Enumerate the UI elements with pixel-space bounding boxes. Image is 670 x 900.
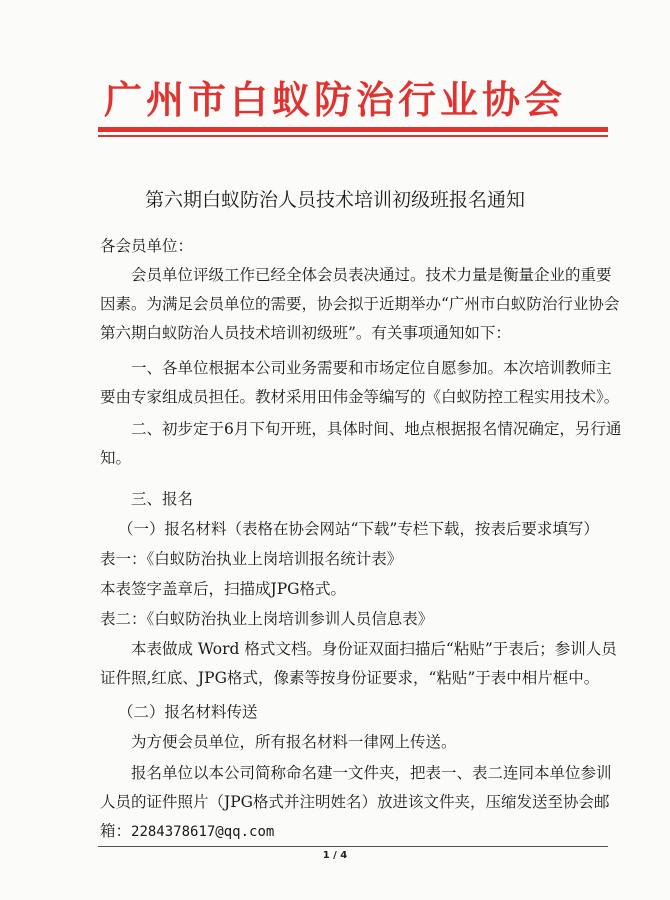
- paragraph-item-1: 一、各单位根据本公司业务需要和市场定位自愿参加。本次培训教师主要由专家组成员担任。教材采用田伟金等编写的《白蚁防控工程实用技术》。: [100, 359, 620, 406]
- paragraph-item-2: 二、初步定于6月下旬开班，具体时间、地点根据报名情况确定，另行通知。: [100, 420, 622, 467]
- page-number: 1 / 4: [322, 850, 348, 861]
- letterhead-title: 广州市白蚁防治行业协会: [103, 77, 566, 122]
- table1-note: 本表签字盖章后，扫描成JPG格式。: [100, 580, 347, 598]
- table1-title: 表一：《白蚁防治执业上岗培训报名统计表》: [100, 550, 403, 568]
- subsection-materials: （一）报名材料（表格在协会网站“下载”专栏下载，按表后要求填写）: [118, 520, 599, 538]
- letterhead-rule-thin: [98, 135, 608, 137]
- section-heading-registration: 三、报名: [131, 490, 194, 508]
- letterhead-rule-thick: [98, 127, 608, 132]
- transfer-line-2-text: 报名单位以本公司简称命名建一文件夹，把表一、表二连同本单位参训人员的证件照片（JPG格式并注明姓名）放进该文件夹，压缩发送至协会邮箱：: [100, 764, 612, 840]
- salutation: 各会员单位：: [100, 237, 194, 255]
- document-title: 第六期白蚁防治人员技术培训初级班报名通知: [144, 189, 525, 211]
- transfer-line-1: 为方便会员单位，所有报名材料一律网上传送。: [131, 733, 457, 751]
- subsection-transfer: （二）报名材料传送: [118, 703, 258, 721]
- table2-note: 本表做成 Word 格式文档。身份证双面扫描后“粘贴”于表后；参训人员证件照,红底、JPG格式，像素等按身份证要求，“粘贴”于表中相片框中。: [100, 640, 617, 687]
- email-address: 2284378617@qq.com: [131, 824, 275, 840]
- footer-rule: [98, 846, 608, 847]
- paragraph-intro: 会员单位评级工作已经全体会员表决通过。技术力量是衡量企业的重要因素。为满足会员单位的需要，协会拟于近期举办“广州市白蚁防治行业协会第六期白蚁防治人员技术培训初级班”。有关事项通知如下：: [100, 266, 620, 342]
- transfer-line-2: [100, 759, 625, 847]
- table2-title: 表二：《白蚁防治执业上岗培训参训人员信息表》: [100, 610, 434, 628]
